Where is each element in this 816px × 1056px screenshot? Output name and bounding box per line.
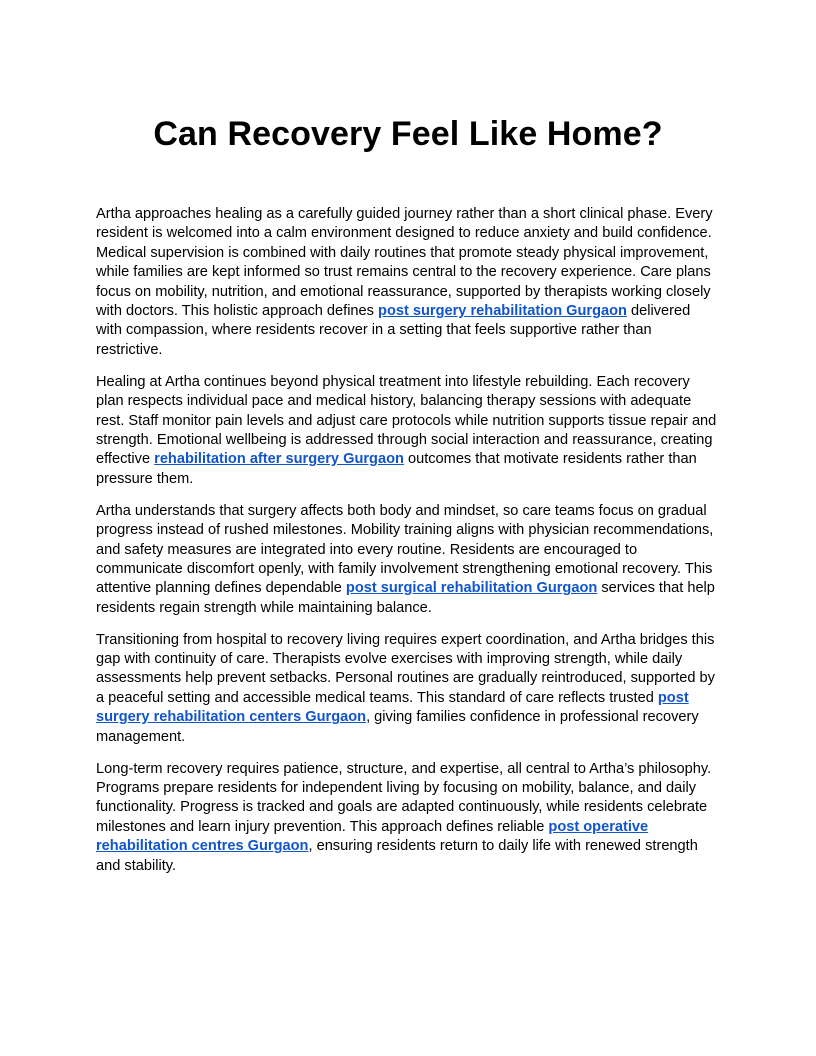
document-page — [96, 0, 720, 889]
document-body — [96, 205, 720, 876]
paragraph-1-text-before: Artha approaches healing as a carefully guided journey rather than a short clinical phase. Every resident is welcomed into a calm environment designed to reduce anxiety and build confidence. Medical supervision is combined with daily routines that promote steady physical improvement, while families are kept informed so trust remains central to the recovery experience. Care plans focus on mobility, nutrition, and emotional reassurance, supported by therapists working closely with doctors. This holistic approach defines — [96, 206, 713, 320]
link-post-surgical-rehabilitation-gurgaon[interactable]: post surgical rehabilitation Gurgaon — [345, 580, 598, 597]
link-post-surgery-rehabilitation-centers-gurgaon[interactable]: post surgery rehabilitation centers Gurgaon — [96, 689, 689, 726]
link-rehabilitation-after-surgery-gurgaon[interactable]: rehabilitation after surgery Gurgaon — [154, 451, 404, 468]
paragraph-5 — [96, 760, 720, 876]
paragraph-5-text-before: Long-term recovery requires patience, structure, and expertise, all central to Artha’s philosophy. Programs prepare residents for independent living by focusing on mobility, balance, and daily functionality. Progress is tracked and goals are adapted continuously, while residents celebrate milestones and learn injury prevention. This approach defines reliable — [96, 760, 712, 835]
paragraph-3 — [96, 502, 720, 618]
page-title: Can Recovery Feel Like Home? — [153, 115, 663, 153]
paragraph-3-text-after: services that help residents regain strength while maintaining balance. — [96, 580, 715, 616]
paragraph-5-text-after: , ensuring residents return to daily life with renewed strength and stability. — [96, 838, 698, 874]
paragraph-3-text-before: Artha understands that surgery affects both body and mindset, so care teams focus on gradual progress instead of rushed milestones. Mobility training aligns with physician recommendations, and safety measures are integrated into every routine. Residents are encouraged to communicate discomfort openly, with family involvement strengthening emotional recovery. This attentive planning defines dependable — [96, 502, 714, 597]
paragraph-2 — [96, 373, 720, 489]
paragraph-2-text-after: outcomes that motivate residents rather than pressure them. — [96, 451, 697, 487]
link-post-surgery-rehabilitation-gurgaon[interactable]: post surgery rehabilitation Gurgaon — [378, 303, 627, 320]
paragraph-1-text-after: delivered with compassion, where residents recover in a setting that feels supportive rather than restrictive. — [96, 303, 691, 358]
paragraph-1 — [96, 205, 720, 360]
paragraph-4-text-before: Transitioning from hospital to recovery living requires expert coordination, and Artha bridges this gap with continuity of care. Therapists evolve exercises with improving strength, while daily assessments help prevent setbacks. Personal routines are gradually reintroduced, supported by a peaceful setting and accessible medical teams. This standard of care reflects trusted — [96, 631, 715, 706]
paragraph-4 — [96, 631, 720, 747]
paragraph-4-text-after: , giving families confidence in professional recovery management. — [96, 709, 699, 745]
link-post-operative-rehabilitation-centres-gurgaon[interactable]: post operative rehabilitation centres Gurgaon — [96, 818, 649, 855]
paragraph-2-text-before: Healing at Artha continues beyond physical treatment into lifestyle rebuilding. Each recovery plan respects individual pace and medical history, balancing therapy sessions with adequate rest. Staff monitor pain levels and adjust care protocols while nutrition supports tissue repair and strength. Emotional wellbeing is addressed through social interaction and reassurance, creating effective — [96, 373, 717, 468]
